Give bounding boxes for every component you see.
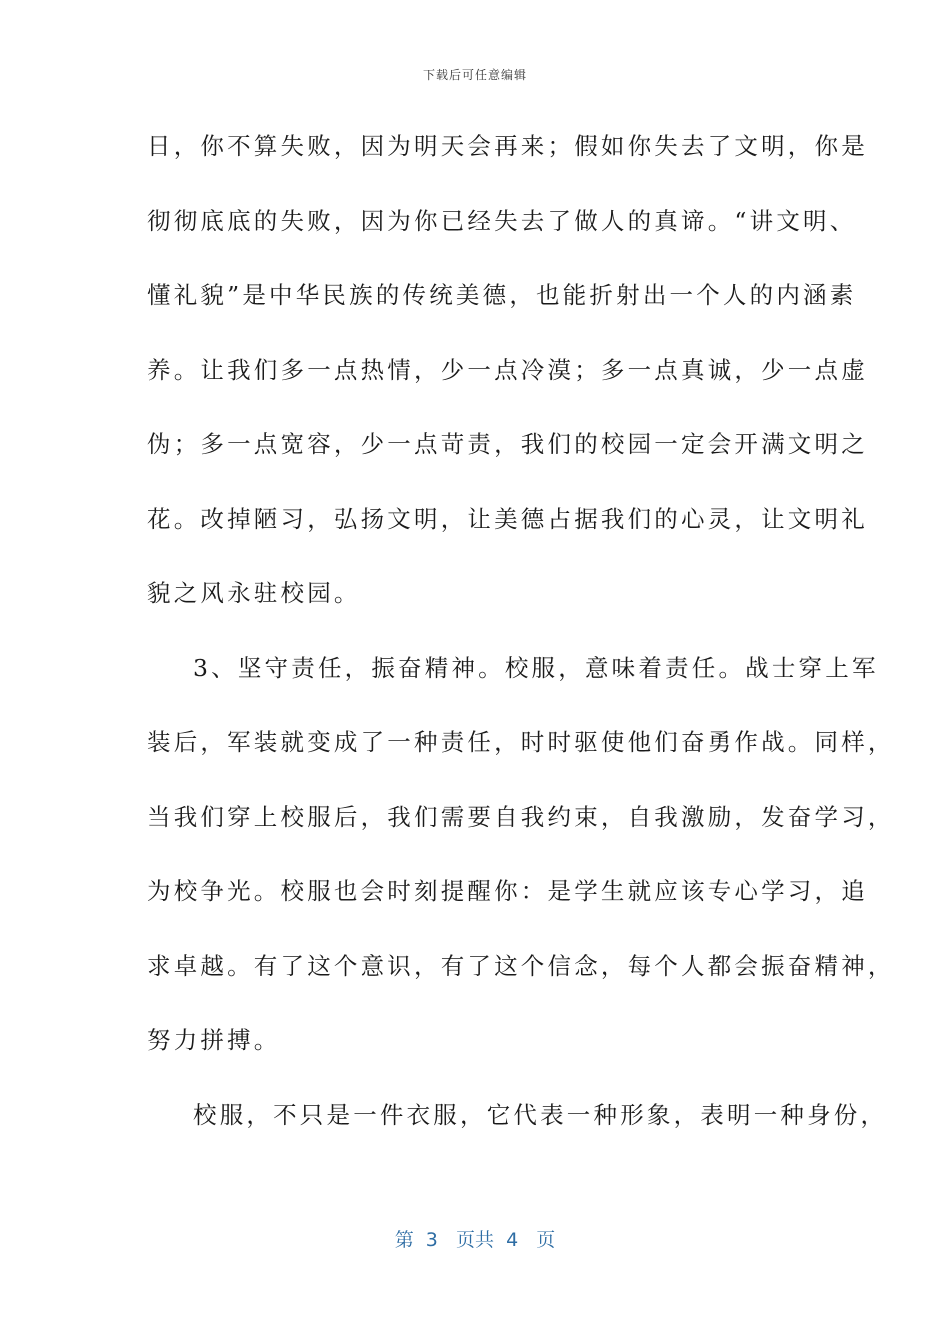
text-line: 为校争光。校服也会时刻提醒你：是学生就应该专心学习，追 xyxy=(147,877,868,905)
text-line: 努力拼搏。 xyxy=(147,1026,281,1054)
text-line: 日，你不算失败，因为明天会再来；假如你失去了文明，你是 xyxy=(147,132,868,160)
text-line: 懂礼貌”是中华民族的传统美德，也能折射出一个人的内涵素 xyxy=(147,281,857,309)
text-line: 养。让我们多一点热情，少一点冷漠；多一点真诚，少一点虚 xyxy=(147,355,868,384)
paragraph-start-line: 校服，不只是一件衣服，它代表一种形象，表明一种身份， xyxy=(193,1100,888,1129)
page-number-footer: 第 3 页共 4 页 xyxy=(394,1229,556,1251)
text-line: 花。改掉陋习，弘扬文明，让美德占据我们的心灵，让文明礼 xyxy=(147,504,868,533)
text-line: 装后，军装就变成了一种责任，时时驱使他们奋勇作战。同样， xyxy=(147,728,895,756)
document-body xyxy=(147,126,895,1169)
header-note: 下载后可任意编辑 xyxy=(422,68,527,82)
text-line: 伪；多一点宽容，少一点苛责，我们的校园一定会开满文明之 xyxy=(147,430,868,458)
text-line: 彻彻底底的失败，因为你已经失去了做人的真谛。“讲文明、 xyxy=(147,206,857,235)
text-line: 貌之风永驻校园。 xyxy=(147,579,361,607)
text-line: 求卓越。有了这个意识，有了这个信念，每个人都会振奋精神， xyxy=(147,951,895,980)
text-line: 当我们穿上校服后，我们需要自我约束，自我激励，发奋学习， xyxy=(147,802,895,831)
paragraph-start-line: 3、坚守责任，振奋精神。校服，意味着责任。战士穿上军 xyxy=(193,653,879,682)
